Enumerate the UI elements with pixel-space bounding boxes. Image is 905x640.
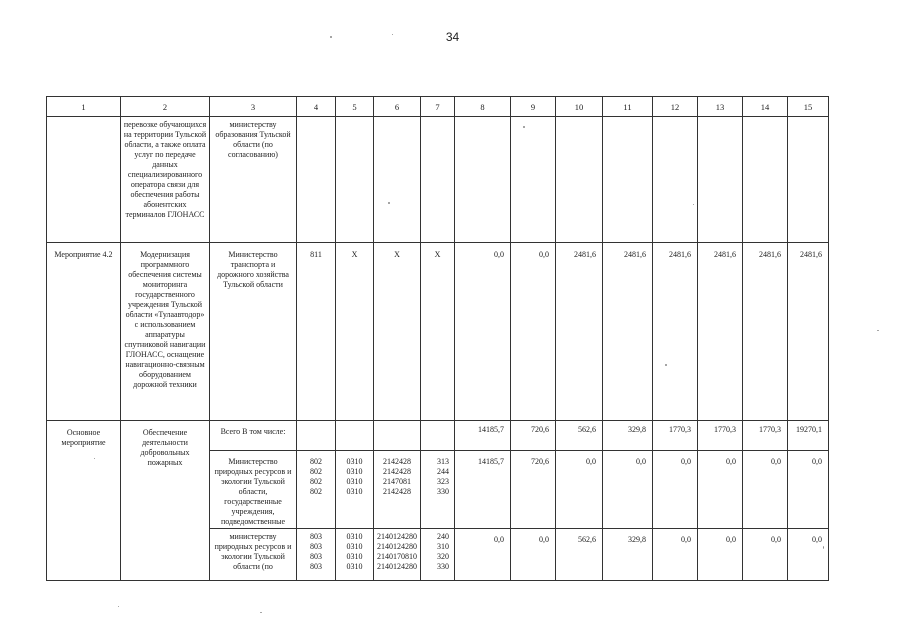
value-cell: 720,6 — [511, 421, 556, 451]
header-cell: 4 — [297, 97, 336, 117]
scan-speck — [388, 202, 390, 204]
value-cell: 0,0 — [698, 529, 743, 581]
table-cell — [698, 117, 743, 243]
value-cell: 14185,7 — [455, 421, 511, 451]
value-cell: 2481,6 — [653, 243, 698, 421]
grbs-code: 811 — [297, 243, 336, 421]
table-cell — [455, 117, 511, 243]
table-cell — [336, 117, 374, 243]
expense-code: 313 — [437, 457, 449, 466]
executor-cell: Министерство транспорта и дорожного хозяйства Тульской области — [210, 243, 297, 421]
header-cell: 6 — [374, 97, 421, 117]
grbs-code: 803 — [310, 562, 322, 571]
table-cell — [47, 117, 121, 243]
activity-description: Обеспечение деятельности добровольных пожарных — [121, 421, 210, 581]
header-cell: 9 — [511, 97, 556, 117]
grbs-code: 803 — [310, 552, 322, 561]
value-cell: 720,6 — [511, 451, 556, 529]
target-code: 2140170810 — [377, 552, 417, 561]
grbs-code: 802 — [310, 477, 322, 486]
value-cell: 0,0 — [455, 529, 511, 581]
value-cell: 0,0 — [511, 243, 556, 421]
value-cell: 0,0 — [653, 451, 698, 529]
value-cell: 0,0 — [455, 243, 511, 421]
value-cell: 19270,1 — [788, 421, 829, 451]
target-code: 2147081 — [383, 477, 411, 486]
header-cell: 7 — [421, 97, 455, 117]
target-code: 2140124280 — [377, 542, 417, 551]
section-code: 0310 — [346, 467, 363, 476]
grbs-code-list — [297, 451, 336, 529]
value-cell: 0,0 — [788, 451, 829, 529]
grbs-code: 802 — [310, 457, 322, 466]
budget-table — [46, 96, 829, 581]
target-code: 2142428 — [383, 467, 411, 476]
scan-speck — [118, 606, 119, 607]
section-code: 0310 — [346, 542, 363, 551]
expense-code-list — [421, 451, 455, 529]
target-code-list — [374, 529, 421, 581]
section-code: 0310 — [346, 552, 363, 561]
grbs-code-list — [297, 529, 336, 581]
section-code: 0310 — [346, 457, 363, 466]
header-cell: 8 — [455, 97, 511, 117]
scan-speck — [877, 330, 879, 331]
value-cell: 0,0 — [556, 451, 603, 529]
value-cell: 1770,3 — [743, 421, 788, 451]
value-cell: 14185,7 — [455, 451, 511, 529]
table-cell — [511, 117, 556, 243]
table-row-continued — [47, 117, 829, 243]
value-cell: 0,0 — [698, 451, 743, 529]
table-cell — [653, 117, 698, 243]
header-cell: 2 — [121, 97, 210, 117]
header-cell: 5 — [336, 97, 374, 117]
table-row-measure-4-2 — [47, 243, 829, 421]
header-cell: 10 — [556, 97, 603, 117]
target-code-list — [374, 451, 421, 529]
table-cell — [603, 117, 653, 243]
value-cell: 2481,6 — [743, 243, 788, 421]
activity-description: Модернизация программного обеспечения системы мониторинга государственного учреждения Тульской области «Тулаавтодор» с использованием аппаратуры спутниковой навигации ГЛОНАСС, оснащение навигационно-связным оборудованием дорожной техники — [121, 243, 210, 421]
value-cell: 0,0 — [603, 451, 653, 529]
header-cell: 14 — [743, 97, 788, 117]
expense-code: X — [421, 243, 455, 421]
value-cell: 562,6 — [556, 529, 603, 581]
section-code: X — [336, 243, 374, 421]
section-code-list — [336, 451, 374, 529]
target-code: 2140124280 — [377, 562, 417, 571]
section-code: 0310 — [346, 487, 363, 496]
value-cell: 2481,6 — [603, 243, 653, 421]
value-cell: 0,0 — [511, 529, 556, 581]
activity-description: перевозке обучающихся на территории Тульской области, а также оплата услуг по передаче данных специализированного оператора связи для обеспечения работы абонентских терминалов ГЛОНАСС — [121, 117, 210, 243]
executor-cell: министерству образования Тульской области (по согласованию) — [210, 117, 297, 243]
table-cell — [336, 421, 374, 451]
target-code: X — [374, 243, 421, 421]
target-code: 2140124280 — [377, 532, 417, 541]
value-cell: 2481,6 — [556, 243, 603, 421]
row-label: Основное мероприятие — [47, 421, 121, 581]
section-code: 0310 — [346, 477, 363, 486]
expense-code: 244 — [437, 467, 449, 476]
table-cell — [743, 117, 788, 243]
expense-code: 240 — [437, 532, 449, 541]
value-cell: 2481,6 — [698, 243, 743, 421]
header-cell: 12 — [653, 97, 698, 117]
value-cell: 1770,3 — [653, 421, 698, 451]
value-cell: 0,0 — [653, 529, 698, 581]
table-cell — [374, 421, 421, 451]
header-cell: 11 — [603, 97, 653, 117]
grbs-code: 803 — [310, 532, 322, 541]
scan-speck — [523, 126, 525, 128]
value-cell: 0,0 — [743, 451, 788, 529]
value-cell: 0,0 — [788, 529, 829, 581]
expense-code: 330 — [437, 562, 449, 571]
expense-code: 330 — [437, 487, 449, 496]
target-code: 2142428 — [383, 487, 411, 496]
target-code: 2142428 — [383, 457, 411, 466]
row-label: Мероприятие 4.2 — [47, 243, 121, 421]
section-code-list — [336, 529, 374, 581]
executor-cell: министерству природных ресурсов и экологии Тульской области (по — [210, 529, 297, 581]
total-label: Всего В том числе: — [210, 421, 297, 451]
section-code: 0310 — [346, 532, 363, 541]
value-cell: 329,8 — [603, 529, 653, 581]
expense-code-list — [421, 529, 455, 581]
section-code: 0310 — [346, 562, 363, 571]
expense-code: 310 — [437, 542, 449, 551]
header-cell: 1 — [47, 97, 121, 117]
executor-cell: Министерство природных ресурсов и экологии Тульской области, государственные учреждения, подведомственные — [210, 451, 297, 529]
value-cell: 0,0 — [743, 529, 788, 581]
table-cell — [421, 117, 455, 243]
header-cell: 3 — [210, 97, 297, 117]
table-cell — [556, 117, 603, 243]
header-cell: 15 — [788, 97, 829, 117]
table-cell — [297, 117, 336, 243]
value-cell: 562,6 — [556, 421, 603, 451]
scan-speck — [693, 204, 694, 205]
table-cell — [421, 421, 455, 451]
value-cell: 2481,6 — [788, 243, 829, 421]
grbs-code: 802 — [310, 467, 322, 476]
grbs-code: 803 — [310, 542, 322, 551]
scan-speck — [665, 364, 667, 366]
scan-speck — [330, 36, 332, 38]
grbs-code: 802 — [310, 487, 322, 496]
scan-speck — [94, 458, 95, 459]
table-cell — [374, 117, 421, 243]
table-cell — [788, 117, 829, 243]
scan-speck — [823, 546, 824, 549]
table-cell — [297, 421, 336, 451]
page-number: 34 — [445, 30, 460, 44]
value-cell: 329,8 — [603, 421, 653, 451]
header-row — [47, 97, 829, 117]
expense-code: 320 — [437, 552, 449, 561]
expense-code: 323 — [437, 477, 449, 486]
header-cell: 13 — [698, 97, 743, 117]
scan-speck — [260, 612, 262, 613]
scan-speck — [392, 34, 393, 35]
table-row-main-activity-total — [47, 421, 829, 451]
value-cell: 1770,3 — [698, 421, 743, 451]
